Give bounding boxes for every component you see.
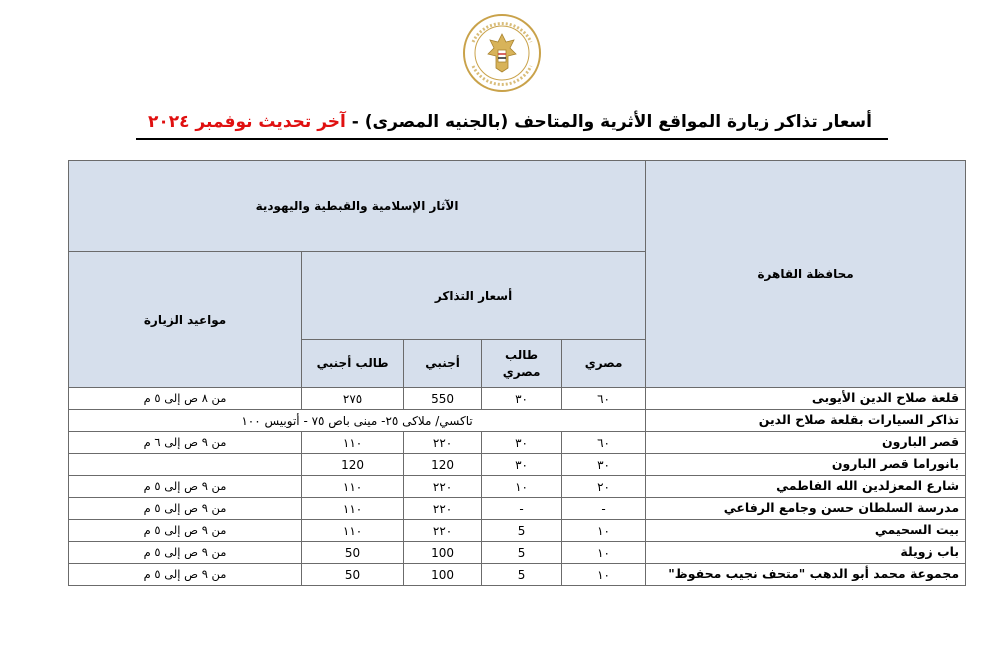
site-name: قلعة صلاح الدين الأيوبى [646,388,966,410]
price-egyptian: ٢٠ [562,476,646,498]
price-egyptian: ١٠ [562,542,646,564]
table-row [69,564,966,586]
price-foreign-student: 50 [302,542,404,564]
visit-time: من ٨ ص إلى ٥ م [69,388,302,410]
price-egyptian: ٣٠ [562,454,646,476]
visit-time: من ٩ ص إلى ٥ م [69,520,302,542]
price-foreign: ٢٢٠ [404,432,482,454]
price-foreign: 100 [404,542,482,564]
title-underline [136,138,888,140]
price-egyptian-student: ٣٠ [482,454,562,476]
price-egyptian-student: 5 [482,564,562,586]
site-name: مجموعة محمد أبو الدهب "متحف نجيب محفوظ" [646,564,966,586]
times-header: مواعيد الزيارة [69,252,302,388]
price-foreign-student: ١١٠ [302,498,404,520]
table-row [69,476,966,498]
price-foreign-student: ٢٧٥ [302,388,404,410]
price-foreign-student: ١١٠ [302,432,404,454]
site-name: بانوراما قصر البارون [646,454,966,476]
price-egyptian-student: 5 [482,520,562,542]
price-egyptian: ١٠ [562,564,646,586]
price-foreign-student: ١١٠ [302,520,404,542]
price-foreign: 120 [404,454,482,476]
site-name: شارع المعزلدين الله الفاطمي [646,476,966,498]
table-row [69,388,966,410]
col-egyptian-student: طالب مصري [482,340,562,388]
prices-header: أسعار التذاكر [302,252,646,340]
price-foreign-student: 120 [302,454,404,476]
table-row [69,520,966,542]
category-header: الآثار الإسلامية والقبطية واليهودية [69,161,646,252]
visit-time [69,454,302,476]
prices-table [68,160,966,586]
visit-time: من ٩ ص إلى ٦ م [69,432,302,454]
price-foreign-student: 50 [302,564,404,586]
table-row [69,454,966,476]
price-foreign-student: ١١٠ [302,476,404,498]
price-foreign: 550 [404,388,482,410]
visit-time: من ٩ ص إلى ٥ م [69,542,302,564]
parking-note: تاكسي/ ملاكى ٢٥- مينى باص ٧٥ - أتوبيس ١٠٠ [69,410,646,432]
table-row [69,498,966,520]
price-egyptian: ٦٠ [562,388,646,410]
table-row [69,542,966,564]
table-row [69,432,966,454]
price-egyptian-student: ٣٠ [482,432,562,454]
visit-time: من ٩ ص إلى ٥ م [69,476,302,498]
col-foreign: أجنبي [404,340,482,388]
price-egyptian: ٦٠ [562,432,646,454]
governorate-header: محافظة القاهرة [646,161,966,388]
col-foreign-student: طالب أجنبي [302,340,404,388]
price-foreign: ٢٢٠ [404,520,482,542]
table-row [69,410,966,432]
col-egyptian: مصري [562,340,646,388]
title-update: آخر تحديث نوفمبر ٢٠٢٤ [148,112,346,132]
ministry-logo [461,12,543,94]
title-main: أسعار تذاكر زيارة المواقع الأثرية والمتاحف (بالجنيه المصرى) - [345,112,872,132]
site-name: تذاكر السيارات بقلعة صلاح الدين [646,410,966,432]
visit-time: من ٩ ص إلى ٥ م [69,564,302,586]
site-name: بيت السحيمي [646,520,966,542]
price-egyptian: ١٠ [562,520,646,542]
price-foreign: 100 [404,564,482,586]
price-egyptian: - [562,498,646,520]
price-foreign: ٢٢٠ [404,476,482,498]
visit-time: من ٩ ص إلى ٥ م [69,498,302,520]
site-name: قصر البارون [646,432,966,454]
price-egyptian-student: ١٠ [482,476,562,498]
site-name: باب زويلة [646,542,966,564]
price-egyptian-student: ٣٠ [482,388,562,410]
price-foreign: ٢٢٠ [404,498,482,520]
site-name: مدرسة السلطان حسن وجامع الرفاعي [646,498,966,520]
page-title [130,112,890,132]
price-egyptian-student: 5 [482,542,562,564]
price-egyptian-student: - [482,498,562,520]
